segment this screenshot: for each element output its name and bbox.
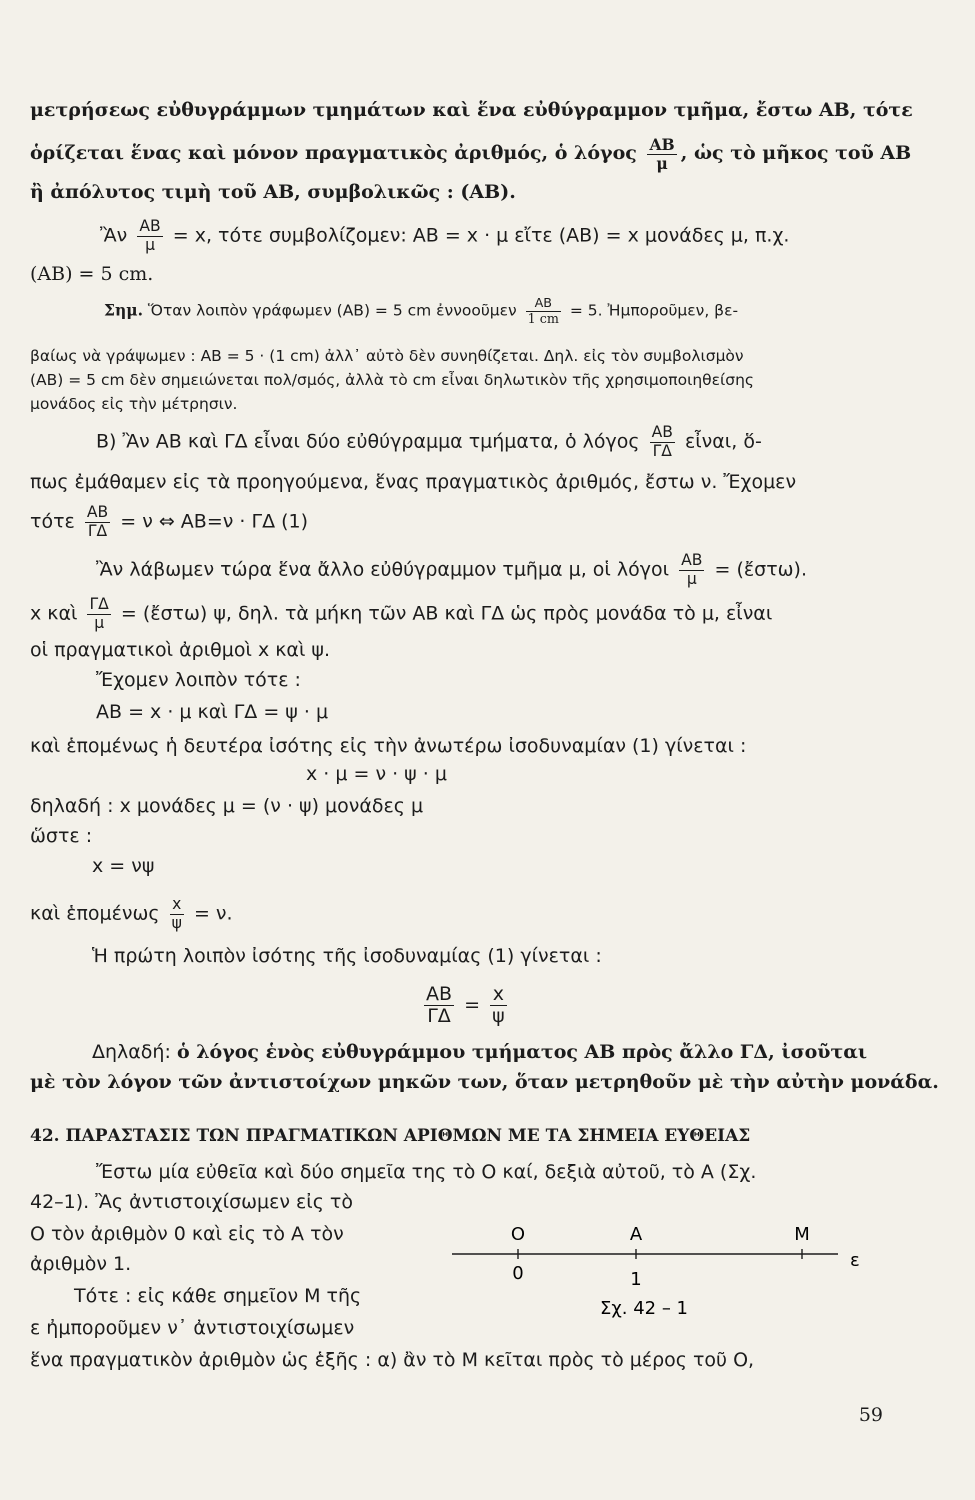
para2-line1: Ἂν $\frac{AB}{\mu}$ = x, τότε συμβολίζομεν: ΑΒ = x · μ εἴτε (ΑΒ) = x μονάδες μ, π.χ.	[100, 217, 790, 254]
note-line4: μονάδος εἰς τὴν μέτρησιν.	[30, 395, 238, 413]
fraction-x-over-psi-display: $\frac{x}{\psi}$	[492, 983, 505, 1027]
point-label-A: Α	[629, 1224, 643, 1245]
note-line3: (ΑΒ) = 5 cm δὲν σημειώνεται πολ/σμός, ἀλλὰ τὸ cm εἶναι δηλωτικὸν τῆς χρησιμοποιηθείσης	[30, 371, 755, 389]
fraction-ab-over-gd: $\frac{AB}{\Gamma\Delta}$	[651, 423, 673, 460]
section42-line2: 42–1). Ἂς ἀντιστοιχίσωμεν εἰς τὸ	[30, 1191, 353, 1213]
partB-line3: τότε $\frac{AB}{\Gamma\Delta}$ = ν ⇔ ΑΒ=ν · ΓΔ (1)	[30, 503, 309, 540]
fraction-x-over-psi: $\frac{x}{\psi}$	[171, 895, 182, 932]
number-1: 1	[630, 1269, 642, 1290]
section42-line4: ἀριθμὸν 1.	[30, 1253, 132, 1275]
display-equation: $\frac{AB}{\Gamma\Delta}$ = $\frac{x}{\psi}$	[426, 983, 505, 1027]
partB-line9: καὶ ἑπομένως ἡ δευτέρα ἰσότης εἰς τὴν ἀνωτέρω ἰσοδυναμίαν (1) γίνεται :	[30, 735, 747, 757]
partB-line11: δηλαδή : x μονάδες μ = (ν · ψ) μονάδες μ	[30, 795, 424, 817]
partB-line8: ΑΒ = x · μ καὶ ΓΔ = ψ · μ	[96, 701, 329, 723]
section-heading: 42. ΠΑΡΑΣΤΑΣΙΣ ΤΩΝ ΠΡΑΓΜΑΤΙΚΩΝ ΑΡΙΘΜΩΝ ΜΕ ΤΑ ΣΗΜΕΙΑ ΕΥΘΕΙΑΣ	[30, 1126, 751, 1146]
fraction-ab-over-mu: $\frac{AB}{\mu}$	[649, 135, 675, 173]
para1-line2: ὁρίζεται ἕνας καὶ μόνον πραγματικὸς ἀριθμός, ὁ λόγος $\frac{AB}{\mu}$ , ὡς τὸ μῆκος τοῦ ΑΒ	[30, 135, 912, 173]
para2-line2: (ΑΒ) = 5 cm.	[30, 263, 154, 285]
section42-line1: Ἔστω μία εὐθεῖα καὶ δύο σημεῖα της τὸ Ο καί, δεξιὰ αὐτοῦ, τὸ Α (Σχ.	[96, 1161, 757, 1183]
partB-line14: καὶ ἑπομένως $\frac{x}{\psi}$ = ν.	[30, 895, 233, 932]
section42-line6: ε ἠμποροῦμεν ν᾽ ἀντιστοιχίσωμεν	[30, 1317, 355, 1339]
section42-line3: Ο τὸν ἀριθμὸν 0 καὶ εἰς τὸ Α τὸν	[30, 1223, 344, 1245]
figure-number-line	[440, 1216, 880, 1320]
para1-line1: μετρήσεως εὐθυγράμμων τμημάτων καὶ ἕνα εὐθύγραμμον τμῆμα, ἔστω ΑΒ, τότε	[30, 99, 913, 121]
note-line1: Σημ. Ὅταν λοιπὸν γράφωμεν (ΑΒ) = 5 cm ἐννοοῦμεν $\frac{AB}{1 cm}$ = 5. Ἠμποροῦμεν, βε-	[104, 295, 739, 326]
page-number: 59	[858, 1404, 883, 1426]
fraction-ab-over-mu-2: $\frac{AB}{\mu}$	[139, 217, 161, 254]
fraction-ab-over-gd-display: $\frac{AB}{\Gamma\Delta}$	[426, 983, 453, 1027]
fraction-ab-over-1cm: $\frac{AB}{1 cm}$	[527, 295, 559, 326]
partB-line13: x = νψ	[92, 855, 155, 877]
note-line2: βαίως νὰ γράψωμεν : ΑΒ = 5 · (1 cm) ἀλλ᾽ αὐτὸ δὲν συνηθίζεται. Δηλ. εἰς τὸν συμβολισμὸν	[30, 347, 744, 365]
line-label-e: ε	[850, 1250, 860, 1271]
conclusion-line2: μὲ τὸν λόγον τῶν ἀντιστοίχων μηκῶν των, ὅταν μετρηθοῦν μὲ τὴν αὐτὴν μονάδα.	[30, 1071, 939, 1093]
partB-line2: πως ἐμάθαμεν εἰς τὰ προηγούμενα, ἕνας πραγματικὸς ἀριθμός, ἔστω ν. Ἔχομεν	[30, 471, 797, 493]
section42-line7: ἕνα πραγματικὸν ἀριθμὸν ὡς ἑξῆς : α) ἂν τὸ Μ κεῖται πρὸς τὸ μέρος τοῦ Ο,	[30, 1349, 755, 1371]
para1-line3: ἢ ἀπόλυτος τιμὴ τοῦ ΑΒ, συμβολικῶς : (ΑΒ).	[30, 181, 516, 203]
section42-line5: Τότε : εἰς κάθε σημεῖον Μ τῆς	[74, 1285, 362, 1307]
fraction-gd-over-mu: $\frac{\Gamma\Delta}{\mu}$	[89, 595, 109, 632]
partB-line4: Ἂν λάβωμεν τώρα ἕνα ἄλλο εὐθύγραμμον τμῆμα μ, οἱ λόγοι $\frac{AB}{\mu}$ = (ἔστω).	[96, 551, 808, 588]
partB-line7: Ἔχομεν λοιπὸν τότε :	[96, 669, 301, 691]
partB-line1: Β) Ἂν ΑΒ καὶ ΓΔ εἶναι δύο εὐθύγραμμα τμήματα, ὁ λόγος $\frac{AB}{\Gamma\Delta}$ εἶναι, ὅ-	[96, 423, 762, 460]
fraction-ab-over-mu-3: $\frac{AB}{\mu}$	[681, 551, 703, 588]
conclusion-line1: Δηλαδή: ὁ λόγος ἑνὸς εὐθυγράμμου τμήματος ΑΒ πρὸς ἄλλο ΓΔ, ἰσοῦται	[92, 1041, 868, 1063]
fraction-ab-over-gd-2: $\frac{AB}{\Gamma\Delta}$	[86, 503, 109, 540]
partB-line12: ὥστε :	[30, 825, 93, 847]
partB-line15: Ἡ πρώτη λοιπὸν ἰσότης τῆς ἰσοδυναμίας (1) γίνεται :	[92, 945, 602, 967]
partB-line10: x · μ = ν · ψ · μ	[306, 763, 447, 785]
partB-line6: οἱ πραγματικοὶ ἀριθμοὶ x καὶ ψ.	[30, 639, 331, 661]
number-0: 0	[512, 1263, 524, 1284]
point-label-M: Μ	[794, 1224, 810, 1245]
point-label-O: Ο	[510, 1224, 526, 1245]
figure-caption: Σχ. 42 – 1	[599, 1298, 689, 1319]
partB-line5: x καὶ $\frac{\Gamma\Delta}{\mu}$ = (ἔστω) ψ, δηλ. τὰ μήκη τῶν ΑΒ καὶ ΓΔ ὡς πρὸς μονάδα τὸ μ, εἶναι	[30, 595, 773, 632]
